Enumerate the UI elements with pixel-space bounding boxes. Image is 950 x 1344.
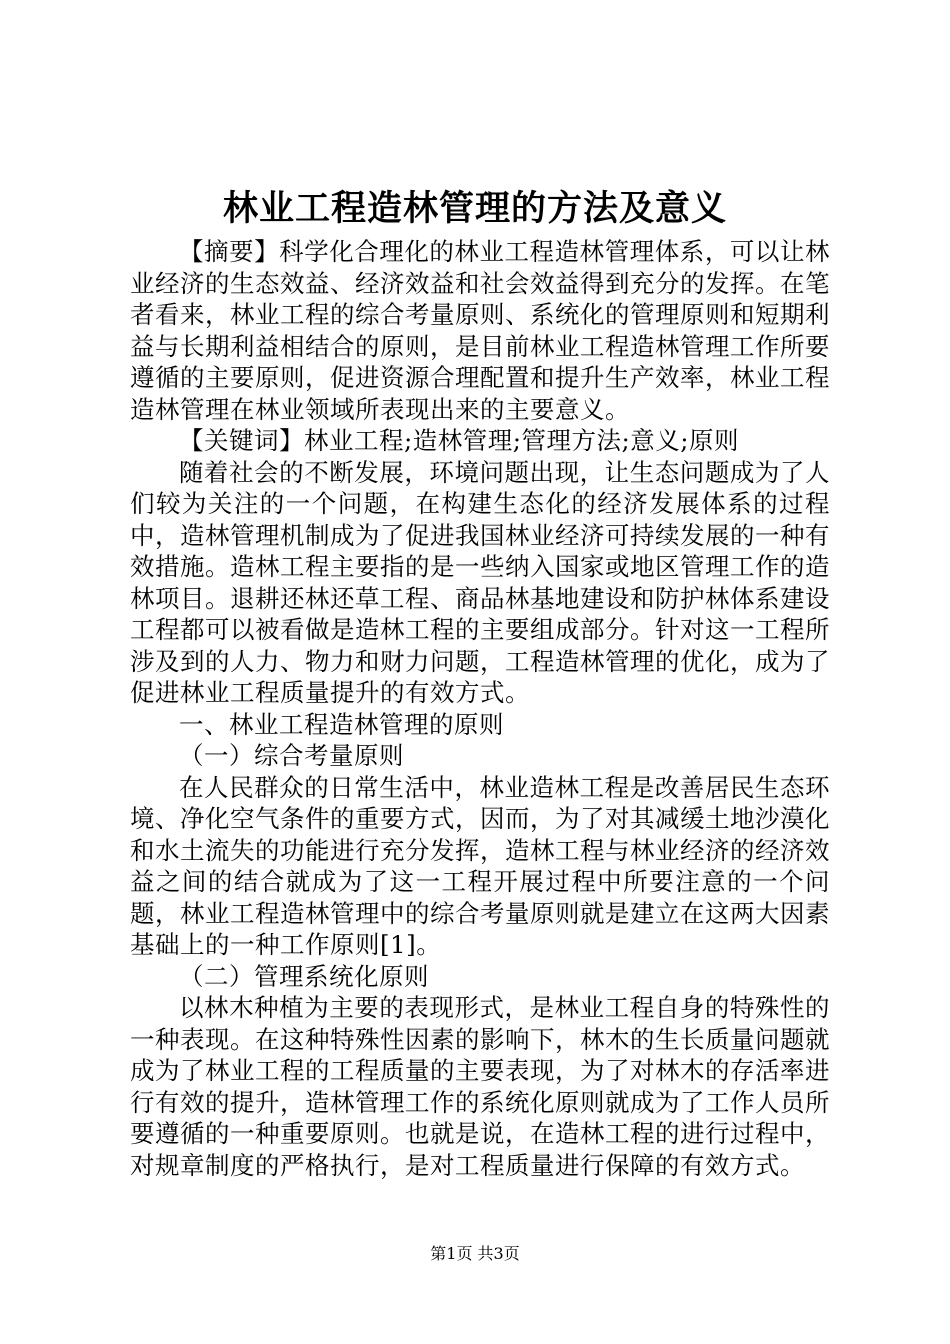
intro-paragraph: 随着社会的不断发展，环境问题出现，让生态问题成为了人们较为关注的一个问题，在构建生态化的经济发展体系的过程中，造林管理机制成为了促进我国林业经济可持续发展的一种有效措施。造林工程主要指的是一些纳入国家或地区管理工作的造林项目。退耕还林还草工程、商品林基地建设和防护林体系建设工程都可以被看做是造林工程的主要组成部分。针对这一工程所涉及到的人力、物力和财力问题，工程造林管理的优化，成为了促进林业工程质量提升的有效方式。: [130, 457, 830, 707]
section-heading-1: 一、林业工程造林管理的原则: [179, 709, 504, 739]
subsection-heading-1: （一）综合考量原则: [179, 741, 404, 770]
body-paragraph: 以林木种植为主要的表现形式，是林业工程自身的特殊性的一种表现。在这种特殊性因素的影响下，林木的生长质量问题就成为了林业工程的工程质量的主要表现，为了对林木的存活率进行有效的提升，造林管理工作的系统化原则就成为了工作人员所要遵循的一种重要原则。也就是说，在造林工程的进行过程中，对规章制度的严格执行，是对工程质量进行保障的有效方式。: [130, 993, 830, 1180]
page-footer: 第1页 共3页: [430, 1244, 520, 1263]
body-paragraph: 在人民群众的日常生活中，林业造林工程是改善居民生态环境、净化空气条件的重要方式，因而，为了对其减缓土地沙漠化和水土流失的功能进行充分发挥，造林工程与林业经济的经济效益之间的结合就成为了这一工程开展过程中所要注意的一个问题，林业工程造林管理中的综合考量原则就是建立在这两大因素基础上的一种工作原则[1]。: [130, 772, 830, 959]
document-body: [130, 236, 830, 1181]
subsection-heading-2: （二）管理系统化原则: [179, 961, 429, 991]
keywords-paragraph: 【关键词】林业工程;造林管理;管理方法;意义;原则: [179, 426, 740, 455]
document-title: 林业工程造林管理的方法及意义: [222, 188, 727, 229]
abstract-paragraph: 【摘要】科学化合理化的林业工程造林管理体系，可以让林业经济的生态效益、经济效益和社会效益得到充分的发挥。在笔者看来，林业工程的综合考量原则、系统化的管理原则和短期利益与长期利益相结合的原则，是目前林业工程造林管理工作所要遵循的主要原则，促进资源合理配置和提升生产效率，林业工程造林管理在林业领域所表现出来的主要意义。: [130, 237, 830, 424]
